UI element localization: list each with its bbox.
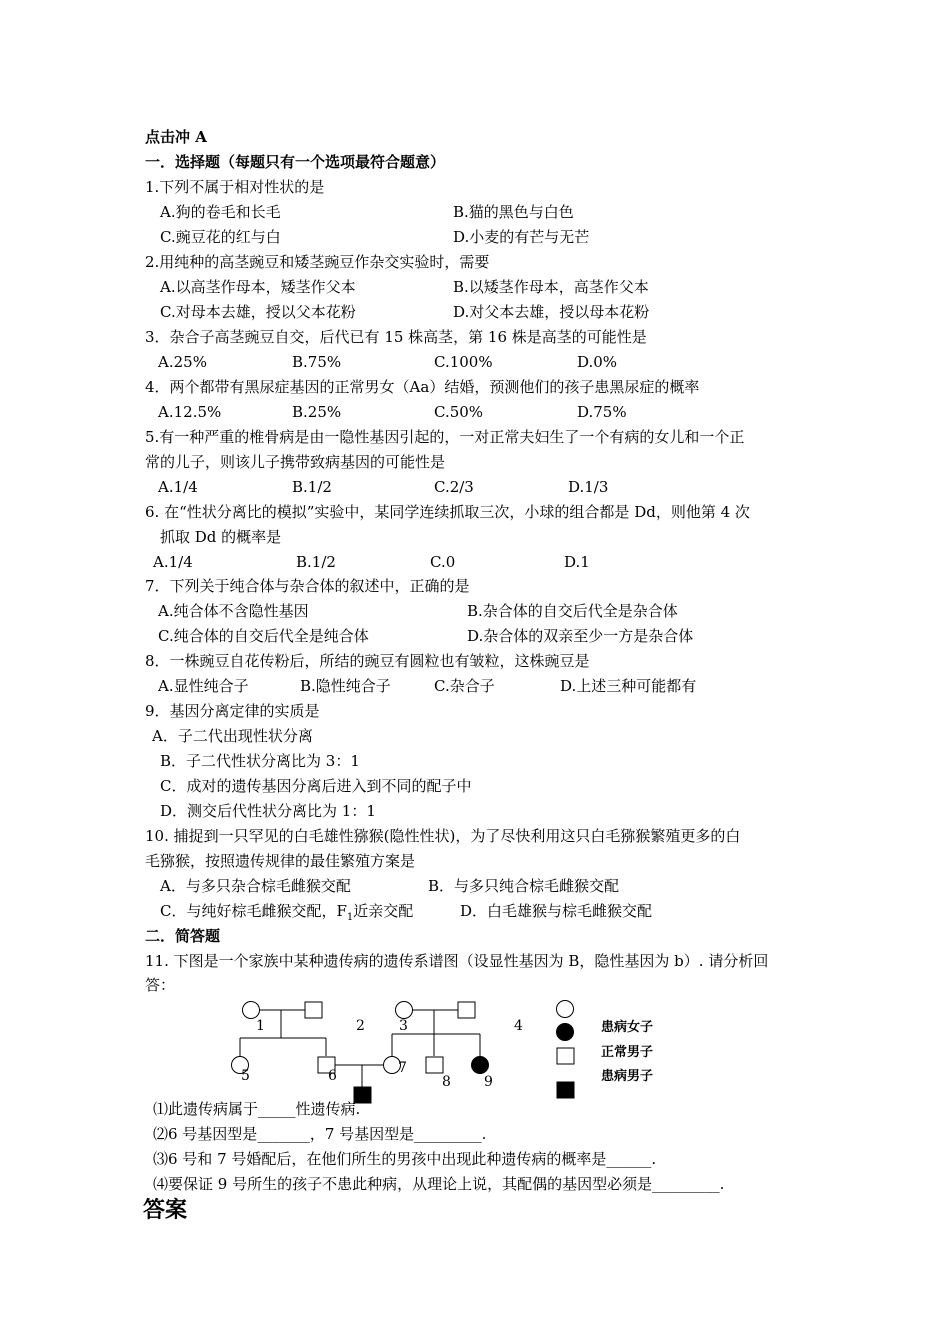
option-d: D.1/3 [568,478,609,496]
option-c-text: C．与纯好棕毛雌猴交配，F [160,902,347,920]
option-b: B．子二代性状分离比为 3：1 [160,752,360,770]
question-stem-cont: 常的儿子，则该儿子携带致病基因的可能性是 [145,453,446,471]
option-d: D.上述三种可能都有 [560,677,697,695]
option-d: D.小麦的有芒与无芒 [453,228,590,246]
question-stem-cont: 抓取 Dd 的概率是 [160,528,282,546]
question-stem: 7．下列关于纯合体与杂合体的叙述中，正确的是 [145,577,470,595]
label-7: 7 [398,1060,407,1076]
answer-blank[interactable]: _____ [258,1100,296,1118]
question-stem: 5.有一种严重的椎骨病是由一隐性基因引起的，一对正常夫妇生了一个有病的女儿和一个正 [145,428,745,446]
option-c: C．成对的遗传基因分离后进入到不同的配子中 [160,777,472,795]
legend-normal-female [557,1001,574,1018]
subquestion-4 [153,1174,724,1194]
option-a: A.1/4 [153,553,193,571]
option-b: B.猫的黑色与白色 [453,203,574,221]
individual-8 [426,1057,443,1073]
doc-title: 点击冲 A [145,128,207,146]
option-a: A.25% [158,353,207,371]
option-a: A.狗的卷毛和长毛 [160,203,281,221]
answer-blank[interactable]: ______ [606,1150,652,1168]
question-stem-cont: 答： [145,976,176,994]
legend-label-normal-male: 正常男子 [601,1045,654,1060]
legend-affected-female [557,1024,574,1041]
question-stem: 4．两个都带有黑尿症基因的正常男女（Aa）结婚，预测他们的孩子患黑尿症的概率 [145,378,700,396]
answer-heading: 答案 [143,1197,188,1223]
option-c: C.纯合体的自交后代全是纯合体 [158,627,369,645]
option-b: B.隐性纯合子 [300,677,391,695]
label-8: 8 [442,1074,451,1090]
question-stem: 9．基因分离定律的实质是 [145,702,320,720]
option-b: B.杂合体的自交后代全是杂合体 [467,602,678,620]
option-b: B.75% [292,353,342,371]
question-stem: 11. 下图是一个家族中某种遗传病的遗传系谱图（设显性基因为 B，隐性基因为 b）. 请分析回 [145,952,769,970]
question-stem-cont: 毛猕猴，按照遗传规律的最佳繁殖方案是 [145,852,416,870]
option-c: C.杂合子 [434,677,495,695]
question-stem: 10. 捕捉到一只罕见的白毛雄性猕猴(隐性性状)，为了尽快利用这只白毛猕猴繁殖更多的白 [145,827,741,845]
option-b: B.1/2 [292,478,332,496]
individual-2 [305,1002,322,1018]
option-d: D.对父本去雄，授以母本花粉 [453,303,650,321]
label-6: 6 [328,1068,337,1084]
label-5: 5 [241,1068,250,1084]
label-2: 2 [356,1018,365,1034]
question-stem: 2.用纯种的高茎豌豆和矮茎豌豆作杂交实验时，需要 [145,253,490,271]
subq-text: ，7 号基因型是 [309,1125,415,1143]
section-heading-choice: 一．选择题（每题只有一个选项最符合题意） [145,153,446,171]
label-9: 9 [484,1074,493,1090]
subq-text: ⑷要保证 9 号所生的孩子不患此种病，从理论上说，其配偶的基因型必须是 [153,1175,653,1193]
subq-text: . [719,1175,725,1193]
label-4: 4 [514,1018,523,1034]
option-a: A.以高茎作母本，矮茎作父本 [160,278,356,296]
option-c: C.豌豆花的红与白 [160,228,281,246]
option-a: A.1/4 [158,478,198,496]
option-c: C.2/3 [434,478,474,496]
individual-1 [243,1002,260,1019]
option-c: C.100% [434,353,493,371]
answer-blank[interactable]: _________ [414,1125,482,1143]
option-b: B．与多只纯合棕毛雌猴交配 [428,877,620,895]
subquestion-1 [153,1099,360,1119]
subq-text: ⑶6 号和 7 号婚配后，在他们所生的男孩中出现此种遗传病的概率是 [153,1150,607,1168]
option-a: A.显性纯合子 [158,677,249,695]
subquestion-2 [153,1124,486,1144]
legend-affected-male [557,1082,574,1098]
subq-text: ⑴此遗传病属于 [153,1100,259,1118]
label-1: 1 [256,1018,265,1034]
option-d: D.75% [577,403,627,421]
answer-blank[interactable]: _________ [652,1175,720,1193]
subq-text: . [481,1125,487,1143]
individual-9 [472,1057,489,1074]
legend-label-affected-female: 患病女子 [601,1020,654,1035]
option-d: D.0% [577,353,618,371]
subquestion-3 [153,1149,656,1169]
option-d: D.杂合体的双亲至少一方是杂合体 [467,627,694,645]
option-a: A.纯合体不含隐性基因 [158,602,309,620]
legend-normal-male [557,1048,574,1064]
option-c: C.对母本去雄，授以父本花粉 [160,303,356,321]
subscript: 1 [346,912,354,923]
section-heading-short-answer: 二．简答题 [145,927,221,945]
option-a: A．与多只杂合棕毛雌猴交配 [160,877,351,895]
individual-4 [458,1002,475,1018]
option-b: B.25% [292,403,342,421]
subq-text: ⑵6 号基因型是 [153,1125,258,1143]
option-b: B.以矮茎作母本，高茎作父本 [453,278,649,296]
subq-text: . [651,1150,657,1168]
legend-label-affected-male: 患病男子 [601,1069,654,1084]
question-stem: 1.下列不属于相对性状的是 [145,178,325,196]
option-c: C.0 [430,553,456,571]
option-c-tail: 近亲交配 [353,902,414,920]
question-stem: 3．杂合子高茎豌豆自交，后代已有 15 株高茎，第 16 株是高茎的可能性是 [145,328,647,346]
question-stem: 6. 在“性状分离比的模拟”实验中，某同学连续抓取三次，小球的组合都是 Dd，则他第 4 次 [145,503,750,521]
individual-3 [396,1002,413,1019]
label-3: 3 [399,1018,408,1034]
option-c: C.50% [434,403,484,421]
answer-blank[interactable]: _______ [257,1125,310,1143]
option-d: D．白毛雄猴与棕毛雌猴交配 [460,902,653,920]
option-d: D．测交后代性状分离比为 1：1 [160,802,376,820]
subq-text: 性遗传病. [295,1100,361,1118]
option-a: A．子二代出现性状分离 [152,727,313,745]
option-d: D.1 [564,553,590,571]
option-a: A.12.5% [158,403,222,421]
option-b: B.1/2 [296,553,336,571]
question-stem: 8．一株豌豆自花传粉后，所结的豌豆有圆粒也有皱粒，这株豌豆是 [145,652,590,670]
